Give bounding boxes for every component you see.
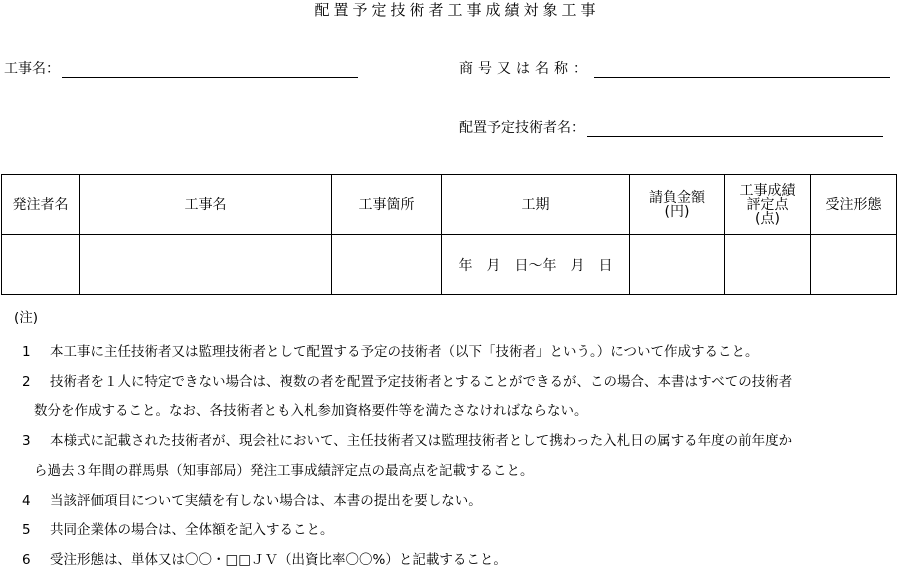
- project-name-label: 工事名：: [4, 61, 60, 77]
- note-item: [22, 520, 334, 540]
- note-number: 4: [22, 493, 31, 509]
- cell-period[interactable]: 年 月 日～年 月 日: [442, 235, 630, 295]
- header-period: 工期: [442, 175, 630, 235]
- cell-location[interactable]: [332, 235, 442, 295]
- note-continuation: ら過去３年間の群馬県（知事部局）発注工事成績評定点の最高点を記載すること。: [34, 463, 534, 479]
- note-text: 本様式に記載された技術者が、現会社において、主任技術者又は監理技術者として携わった入札日の属する年度の前年度か: [50, 433, 793, 449]
- company-name-label: 商号又は名称：: [459, 61, 592, 77]
- note-number: 1: [22, 344, 31, 360]
- note-text: 本工事に主任技術者又は監理技術者として配置する予定の技術者（以下「技術者」という。）について作成すること。: [50, 344, 759, 360]
- note-number: 5: [22, 522, 31, 538]
- engineer-name-field: [459, 119, 883, 137]
- note-item: [22, 491, 482, 511]
- header-orderer: 発注者名: [2, 175, 80, 235]
- note-item: [22, 431, 792, 451]
- header-location: 工事箇所: [332, 175, 442, 235]
- note-item: [22, 550, 507, 570]
- document-title: 配置予定技術者工事成績対象工事: [314, 1, 600, 19]
- note-number: 6: [22, 552, 31, 568]
- note-item: [22, 342, 758, 362]
- cell-orderer[interactable]: [2, 235, 80, 295]
- note-text: 技術者を１人に特定できない場合は、複数の者を配置予定技術者とすることができるが、この場合、本書はすべての技術者: [50, 374, 793, 390]
- header-score: 工事成績 評定点 (点): [725, 175, 811, 235]
- note-continuation: 数分を作成すること。なお、各技術者とも入札参加資格要件等を満たさなければならない。: [34, 403, 588, 419]
- company-name-input-line[interactable]: [594, 61, 890, 78]
- table-header-row: [2, 175, 897, 235]
- project-name-input-line[interactable]: [62, 61, 358, 78]
- cell-score[interactable]: [725, 235, 811, 295]
- header-form: 受注形態: [811, 175, 897, 235]
- note-text: 共同企業体の場合は、全体額を記入すること。: [50, 522, 334, 538]
- header-amount: 請負金額 (円): [630, 175, 725, 235]
- notes-title: (注): [14, 310, 39, 326]
- note-number: 3: [22, 433, 31, 449]
- company-name-field: [459, 60, 890, 78]
- engineer-name-input-line[interactable]: [587, 120, 883, 137]
- engineer-name-label: 配置予定技術者名：: [459, 120, 585, 136]
- project-table: [1, 174, 897, 295]
- cell-form[interactable]: [811, 235, 897, 295]
- note-text: 受注形態は、単体又は〇〇・□□ＪＶ（出資比率〇〇%）と記載すること。: [50, 552, 507, 568]
- note-item: [22, 372, 792, 392]
- cell-amount[interactable]: [630, 235, 725, 295]
- table-row: [2, 235, 897, 295]
- project-name-field: [4, 60, 358, 78]
- note-number: 2: [22, 374, 31, 390]
- header-project-name: 工事名: [80, 175, 332, 235]
- note-text: 当該評価項目について実績を有しない場合は、本書の提出を要しない。: [50, 493, 482, 509]
- cell-project-name[interactable]: [80, 235, 332, 295]
